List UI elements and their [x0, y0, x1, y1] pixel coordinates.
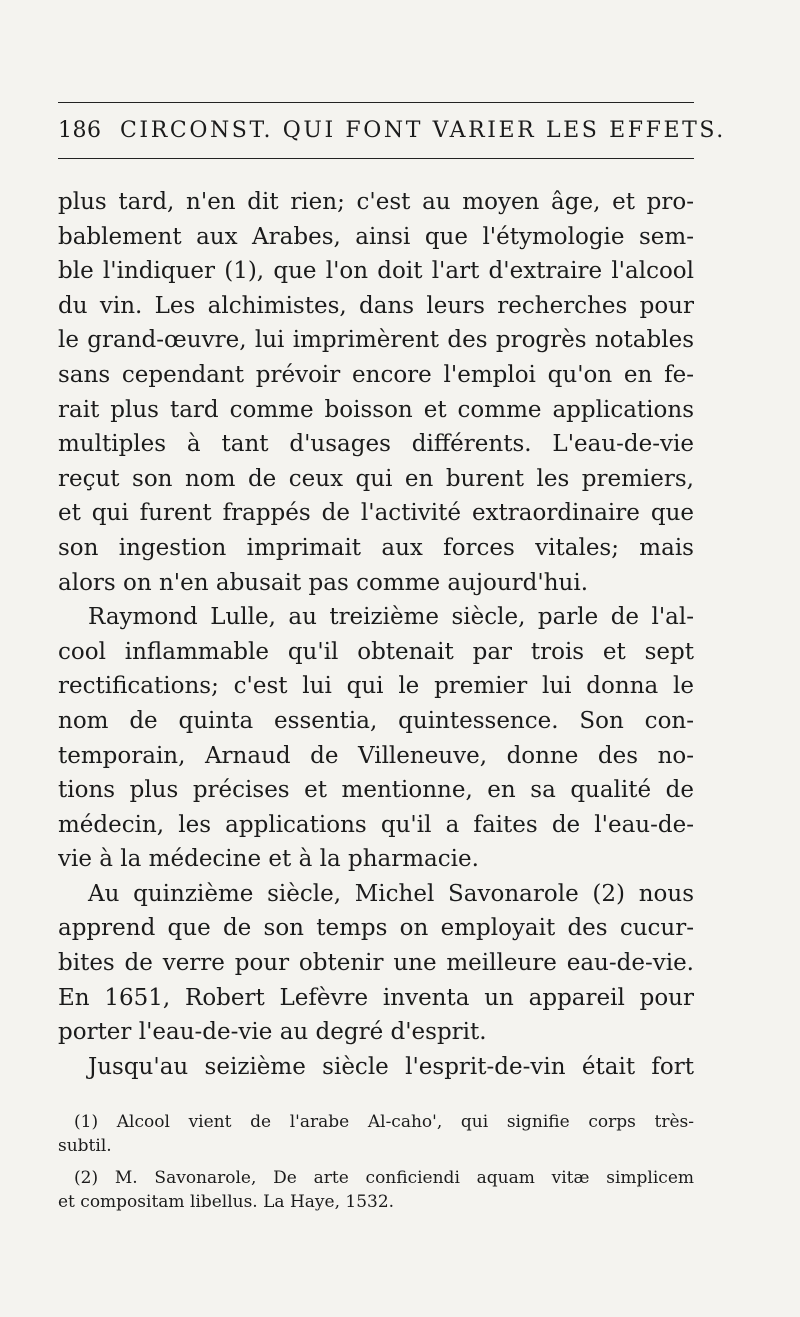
text-line: Au quinzième siècle, Michel Savonarole (2) nous: [88, 880, 694, 907]
text-line: porter l'eau-de-vie au degré d'esprit.: [58, 1019, 487, 1046]
header-rule: [58, 158, 694, 159]
text-line: et qui furent frappés de l'activité extraordinaire que: [58, 500, 694, 527]
text-line: En 1651, Robert Lefèvre inventa un appareil pour: [58, 984, 694, 1011]
text-line: bablement aux Arabes, ainsi que l'étymologie sem-: [58, 223, 694, 250]
footnote-1-line: (1) Alcool vient de l'arabe Al-caho', qui signifie corps très-: [74, 1112, 694, 1132]
top-rule: [58, 102, 694, 103]
text-line: médecin, les applications qu'il a faites de l'eau-de-: [58, 811, 694, 838]
footnotes: [58, 1110, 694, 1214]
text-line: tions plus précises et mentionne, en sa qualité de: [58, 777, 694, 804]
text-line: nom de quinta essentia, quintessence. Son con-: [58, 707, 694, 734]
text-line: le grand-œuvre, lui imprimèrent des progrès notables: [58, 327, 694, 354]
text-line: son ingestion imprimait aux forces vitales; mais: [58, 534, 694, 561]
text-line: sans cependant prévoir encore l'emploi qu'on en fe-: [58, 361, 694, 388]
footnote-1-line: subtil.: [58, 1136, 112, 1156]
footnote-2-line: et compositam libellus. La Haye, 1532.: [58, 1192, 395, 1212]
text-line: temporain, Arnaud de Villeneuve, donne des no-: [58, 742, 694, 769]
text-line: plus tard, n'en dit rien; c'est au moyen âge, et pro-: [58, 189, 694, 215]
text-line: multiples à tant d'usages différents. L'eau-de-vie: [58, 431, 694, 458]
page-number: 186: [58, 118, 102, 143]
text-line: reçut son nom de ceux qui en burent les premiers,: [58, 465, 694, 492]
text-line: rectifications; c'est lui qui le premier lui donna le: [58, 673, 694, 700]
text-line: Raymond Lulle, au treizième siècle, parle de l'al-: [88, 604, 694, 631]
text-line: apprend que de son temps on employait des cucur-: [58, 915, 694, 942]
text-line: cool inflammable qu'il obtenait par trois et sept: [58, 638, 694, 665]
text-line: du vin. Les alchimistes, dans leurs recherches pour: [58, 292, 694, 319]
text-line: bites de verre pour obtenir une meilleure eau-de-vie.: [58, 950, 694, 977]
running-head: CIRCONST. QUI FONT VARIER LES EFFETS.: [120, 118, 726, 143]
footnote-2-line: (2) M. Savonarole, De arte conficiendi aquam vitæ simplicem: [74, 1168, 694, 1188]
text-line: vie à la médecine et à la pharmacie.: [58, 846, 479, 873]
page-header: [58, 118, 726, 152]
text-line: Jusqu'au seizième siècle l'esprit-de-vin était fort: [88, 1053, 694, 1080]
text-line: ble l'indiquer (1), que l'on doit l'art d'extraire l'alcool: [58, 258, 694, 285]
text-line: alors on n'en abusait pas comme aujourd'hui.: [58, 569, 589, 596]
body-text: [58, 185, 694, 1084]
text-line: rait plus tard comme boisson et comme applications: [58, 396, 694, 423]
